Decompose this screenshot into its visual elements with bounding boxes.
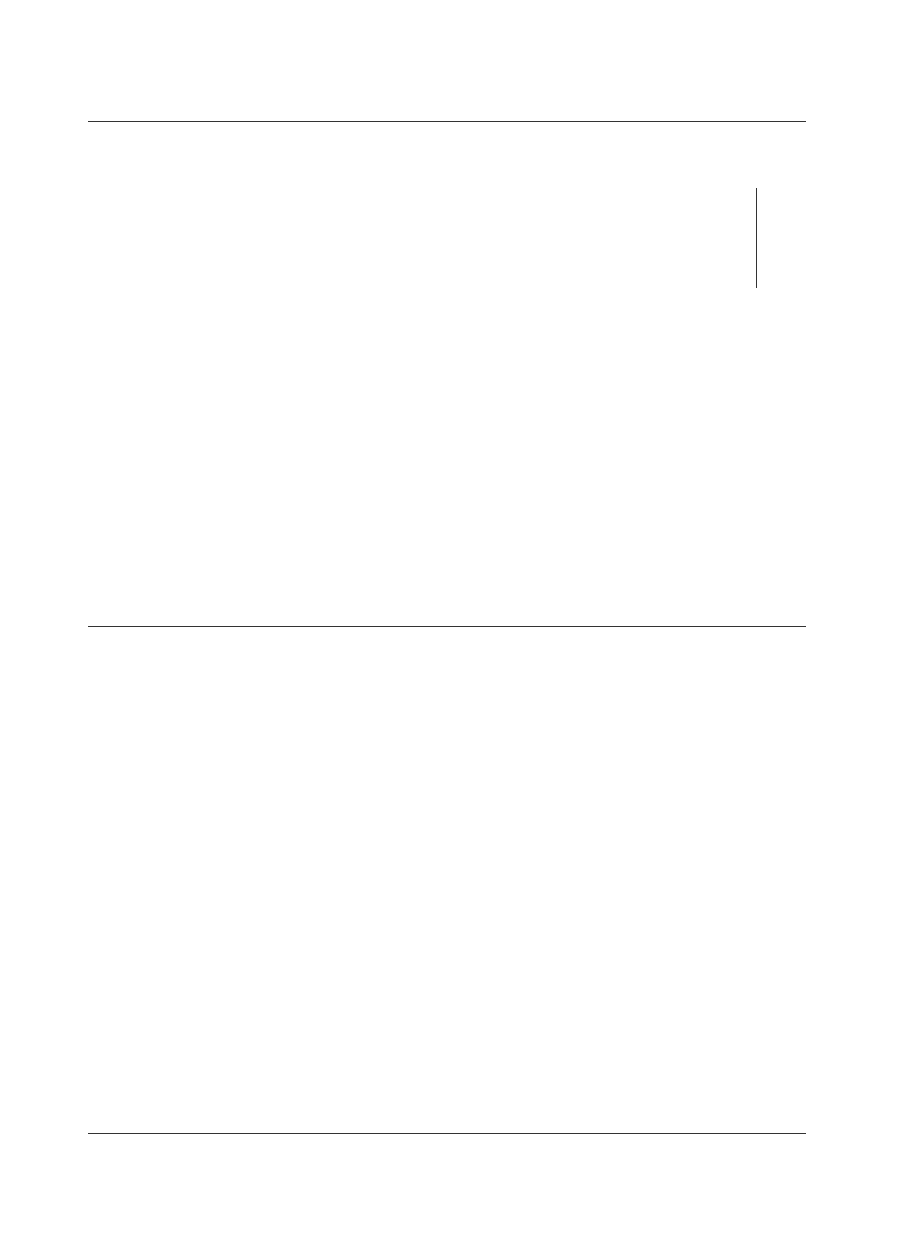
lower-text-block <box>85 694 815 1114</box>
bottom-divider <box>88 1133 806 1134</box>
top-divider <box>88 121 806 122</box>
middle-divider <box>88 626 806 627</box>
upper-text-block <box>115 185 815 615</box>
